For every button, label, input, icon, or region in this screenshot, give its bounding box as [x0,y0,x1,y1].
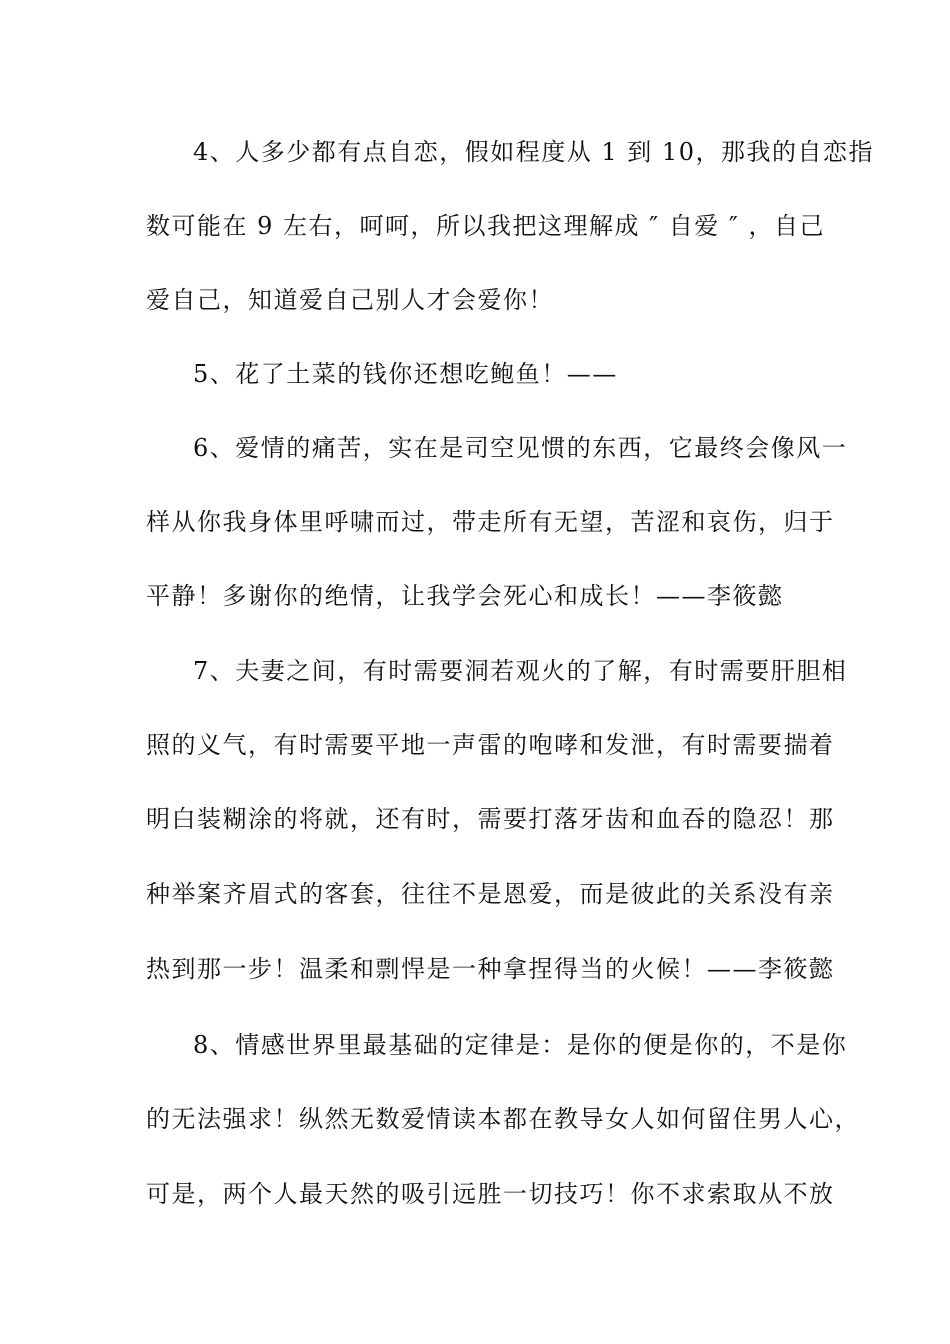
paragraph-5-line-1: 5、花了土菜的钱你还想吃鲍鱼！—— [193,360,618,388]
paragraph-4-line-1: 4、人多少都有点自恋，假如程度从 1 到 10，那我的自恋指 [193,138,874,166]
paragraph-8-line-2: 的无法强求！纵然无数爱情读本都在教导女人如何留住男人心， [146,1105,860,1133]
paragraph-4-line-3: 爱自己，知道爱自己别人才会爱你！ [146,286,554,314]
paragraph-7-line-4: 种举案齐眉式的客套，往往不是恩爱，而是彼此的关系没有亲 [146,880,835,908]
paragraph-6-line-3: 平静！多谢你的绝情，让我学会死心和成长！——李筱懿 [146,582,784,610]
paragraph-7-line-2: 照的义气，有时需要平地一声雷的咆哮和发泄，有时需要揣着 [146,731,835,759]
paragraph-4-line-2: 数可能在 9 左右，呵呵，所以我把这理解成 ″ 自爱 ″ ，自己 [146,212,825,240]
paragraph-6-line-1: 6、爱情的痛苦，实在是司空见惯的东西，它最终会像风一 [193,434,848,462]
paragraph-7-line-1: 7、夫妻之间，有时需要洞若观火的了解，有时需要肝胆相 [193,657,848,685]
paragraph-7-line-3: 明白装糊涂的将就，还有时，需要打落牙齿和血吞的隐忍！那 [146,805,835,833]
paragraph-6-line-2: 样从你我身体里呼啸而过，带走所有无望，苦涩和哀伤，归于 [146,508,835,536]
paragraph-7-line-5: 热到那一步！温柔和剽悍是一种拿捏得当的火候！——李筱懿 [146,955,835,983]
paragraph-8-line-3: 可是，两个人最天然的吸引远胜一切技巧！你不求索取从不放 [146,1180,835,1208]
paragraph-8-line-1: 8、情感世界里最基础的定律是：是你的便是你的，不是你 [193,1031,848,1059]
